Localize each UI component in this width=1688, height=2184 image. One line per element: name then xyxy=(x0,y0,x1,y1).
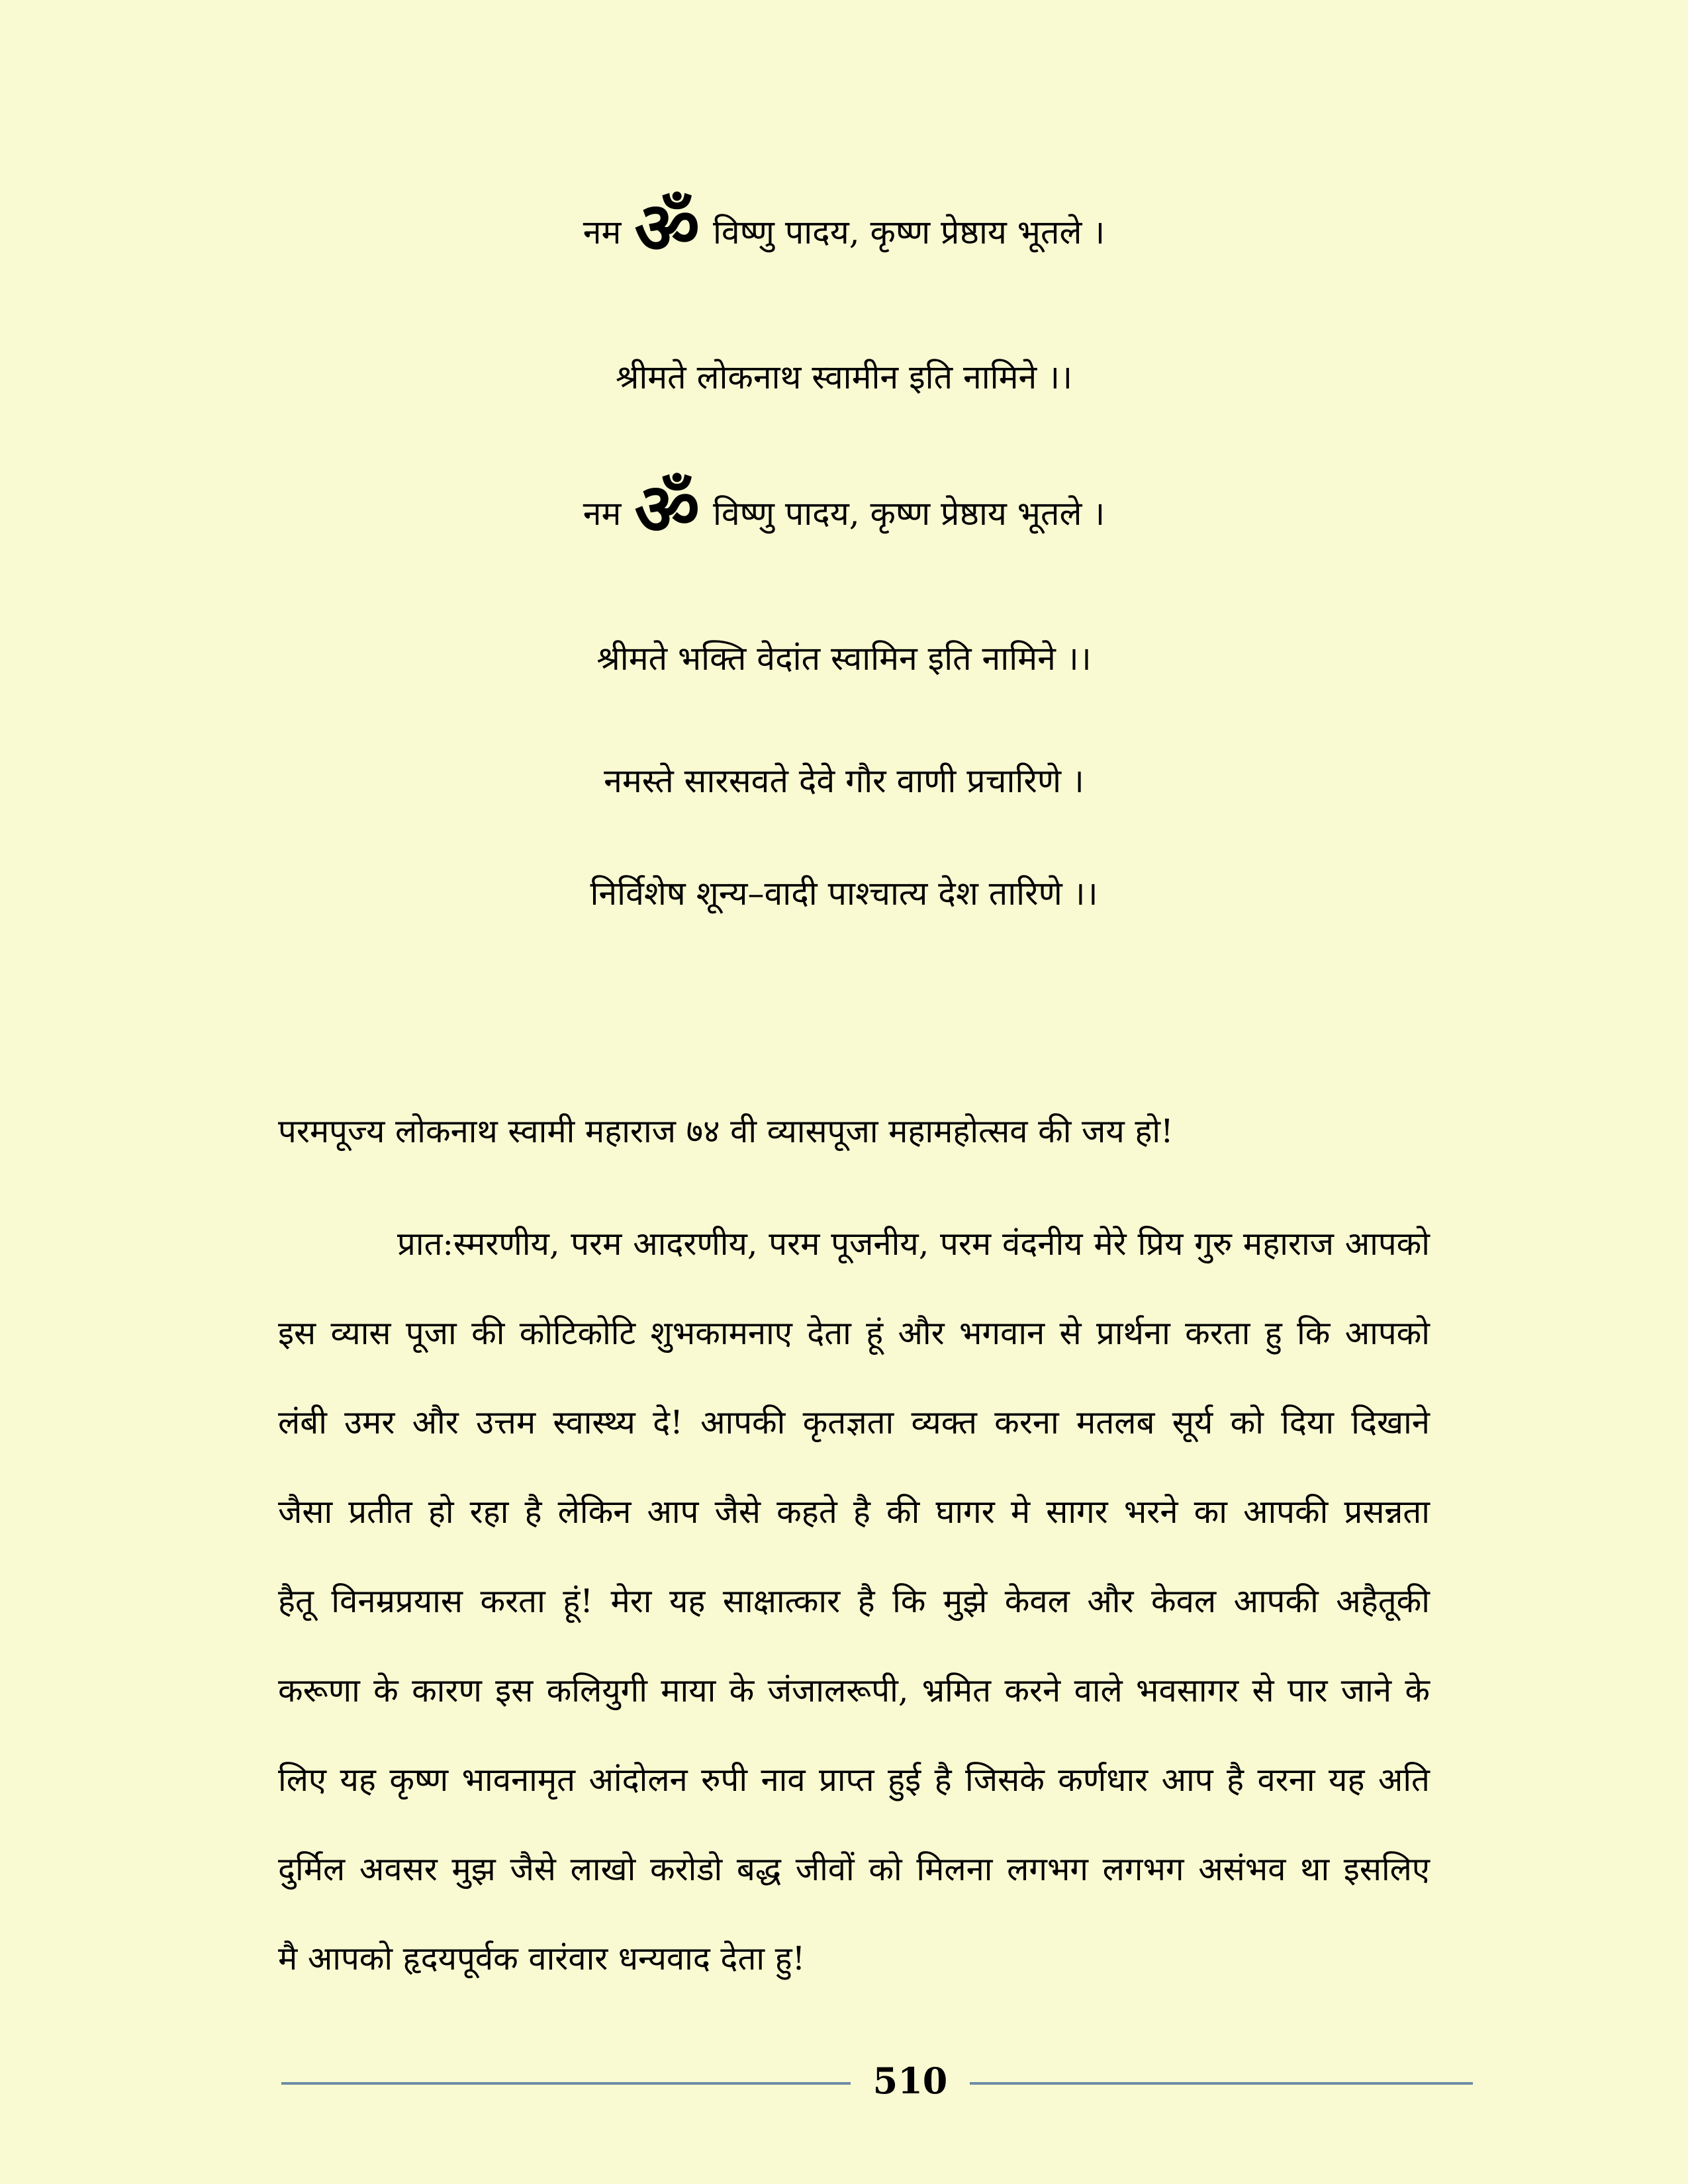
paragraph-line: करूणा के कारण इस कलियुगी माया के जंजालरूपी, भ्रमित करने वाले भवसागर से पार जाने के xyxy=(278,1672,1430,1709)
paragraph-line: मै आपको हृदयपूर्वक वारंवार धन्यवाद देता हु! xyxy=(278,1940,806,1978)
verse-line-5: नमस्ते सारसवते देवे गौर वाणी प्रचारिणे । xyxy=(604,762,1084,800)
verse-3-post: विष्णु पादय, कृष्ण प्रेष्ठाय भूतले । xyxy=(712,494,1105,533)
om-symbol: ॐ xyxy=(634,468,700,551)
verse-line-4: श्रीमते भक्ति वेदांत स्वामिन इति नामिने ।। xyxy=(596,639,1092,678)
footer-rule-left xyxy=(281,2082,851,2085)
verse-1-post: विष्णु पादय, कृष्ण प्रेष्ठाय भूतले । xyxy=(712,213,1105,251)
paragraph-line: प्रात:स्मरणीय, परम आदरणीय, परम पूजनीय, परम वंदनीय मेरे प्रिय गुरु महाराज आपको xyxy=(397,1225,1430,1263)
verse-line-1 xyxy=(0,187,1688,270)
paragraph-line: जैसा प्रतीत हो रहा है लेकिन आप जैसे कहते है की घागर मे सागर भरने का आपकी प्रसन्नता xyxy=(278,1493,1430,1531)
paragraph-line: दुर्मिल अवसर मुझ जैसे लाखो करोडो बद्ध जीवों को मिलना लगभग लगभग असंभव था इसलिए xyxy=(278,1850,1430,1888)
paragraph-line: लिए यह कृष्ण भावनामृत आंदोलन रुपी नाव प्राप्त हुई है जिसके कर्णधार आप है वरना यह अति xyxy=(278,1761,1430,1799)
jay-heading: परमपूज्य लोकनाथ स्वामी महाराज ७४ वी व्यासपूजा महामहोत्सव की जय हो! xyxy=(278,1113,1174,1150)
paragraph-line: हैतू विनम्रप्रयास करता हूं! मेरा यह साक्षात्कार है कि मुझे केवल और केवल आपकी अहैतूकी xyxy=(278,1582,1430,1620)
footer-rule-right xyxy=(970,2082,1473,2085)
om-symbol: ॐ xyxy=(634,187,700,270)
verse-line-6: निर्विशेष शून्य–वादी पाश्चात्य देश तारिणे ।। xyxy=(590,874,1098,913)
verse-3-pre: नम xyxy=(583,494,622,533)
verse-1-pre: नम xyxy=(583,213,622,251)
paragraph-line: लंबी उमर और उत्तम स्वास्थ्य दे! आपकी कृतज्ञता व्यक्त करना मतलब सूर्य को दिया दिखाने xyxy=(278,1404,1430,1441)
verse-line-3 xyxy=(0,468,1688,551)
page-number: 510 xyxy=(872,2060,948,2102)
verse-line-2: श्रीमते लोकनाथ स्वामीन इति नामिने ।। xyxy=(615,358,1073,396)
paragraph-line: इस व्यास पूजा की कोटिकोटि शुभकामनाए देता हूं और भगवान से प्रार्थना करता हु कि आपको xyxy=(278,1314,1430,1352)
